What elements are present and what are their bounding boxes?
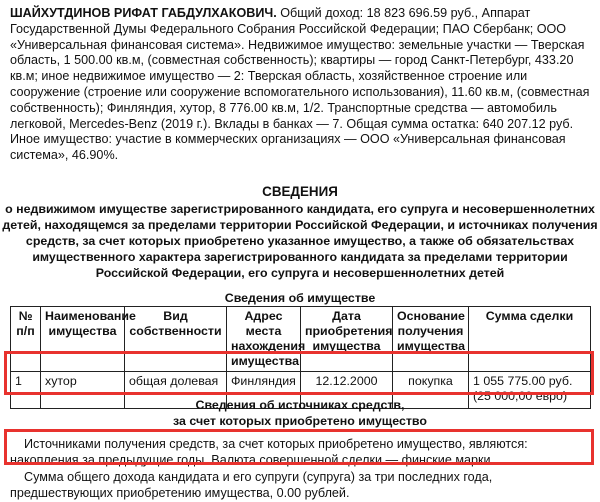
declarant-paragraph xyxy=(10,6,592,164)
header-ownership: Вид собственности xyxy=(125,307,227,372)
sum-eur: (25 000,00 евро) xyxy=(473,389,568,403)
cell-basis: покупка xyxy=(393,372,469,409)
svedenia-subtitle: о недвижимом имуществе зарегистрированного кандидата, его супруга и несовершеннолетних детей, находящемся за пределами территории Российской Федерации, и источниках получения средств, за счет которых приобретено указанное имущество, а также об обязательствах имущественного характера зарегистрированного кандидата за пределами территории Российской Федерации, его супруга и несовершеннолетних детей xyxy=(2,202,598,280)
sources-title xyxy=(0,397,600,429)
header-num: № п/п xyxy=(11,307,41,372)
cell-name: хутор xyxy=(41,372,125,409)
property-table-title: Сведения об имуществе xyxy=(224,291,376,305)
cell-address: Финляндия xyxy=(227,372,301,409)
sources-title-line1: Сведения об источниках средств, xyxy=(195,398,405,412)
declarant-details: Общий доход: 18 823 696.59 руб., Аппарат Государственной Думы Федерального Собрания Российской Федерации; ПАО Сбербанк; ООО «Универсальная финансовая система». Недвижимое имущество: земельные участки — Тверская область, 1 500.00 кв.м, (совместная собственность); квартиры — город Санкт-Петербург, 433.20 кв.м; иное недвижимое имущество — 2: Тверская область, хозяйственное строение или сооружение (строение или сооружение вспомогательного использования), 11.60 кв.м, (совместная собственность); Финляндия, хутор, 8 776.00 кв.м, 1/2. Транспортные средства — автомобиль легковой, Mercedes-Benz (2019 г.). Вклады в банках — 7. Общая сумма остатка: 640 207.12 руб. Иное имущество: участие в коммерческих организациях — ООО «Универсальная финансовая система», 46.90%. xyxy=(10,6,590,163)
header-name: Наименование имущества xyxy=(41,307,125,372)
total-income-text: Сумма общего дохода кандидата и его супруги (супруга) за три последних года, предшествующих приобретению имущества, 0.00 рублей. xyxy=(10,470,493,500)
sum-rub: 1 055 775.00 руб. xyxy=(473,374,573,388)
header-address: Адрес места нахождения имущества xyxy=(227,307,301,372)
cell-ownership: общая долевая xyxy=(125,372,227,409)
total-income-paragraph xyxy=(10,469,592,501)
header-sum: Сумма сделки xyxy=(469,307,591,372)
cell-date: 12.12.2000 xyxy=(301,372,393,409)
header-date: Дата приобретения имущества xyxy=(301,307,393,372)
sources-text: Источниками получения средств, за счет которых приобретено имущество, являются: накопления за предыдущие годы. Валюта совершенной сделки — финские марки. xyxy=(10,437,528,467)
cell-num: 1 xyxy=(11,372,41,409)
property-table xyxy=(10,306,591,409)
sources-title-line2: за счет которых приобретено имущество xyxy=(173,414,427,428)
table-header-row xyxy=(11,307,591,372)
header-basis: Основание получения имущества xyxy=(393,307,469,372)
declarant-name: ШАЙХУТДИНОВ РИФАТ ГАБДУЛХАКОВИЧ. xyxy=(10,6,277,20)
sources-paragraph xyxy=(10,436,592,468)
svedenia-title: СВЕДЕНИЯ xyxy=(262,184,338,199)
